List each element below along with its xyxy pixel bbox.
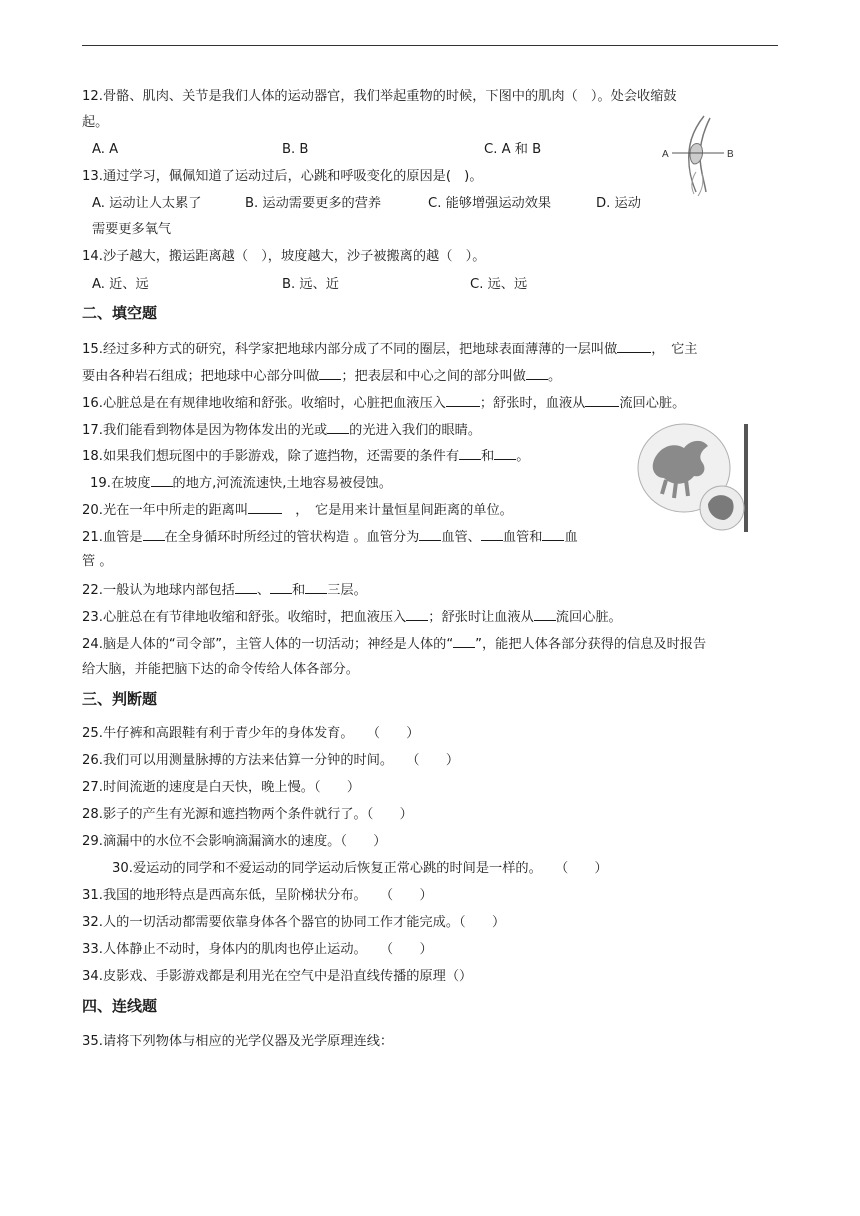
- q35-stem: 35.请将下列物体与相应的光学仪器及光学原理连线：: [82, 1034, 394, 1049]
- q17-text-b: 的光进入我们的眼睛。: [349, 423, 482, 438]
- q22-blank-3[interactable]: [305, 580, 327, 594]
- q24-text-b: ”，能把人体各部分获得的信息及时报告: [475, 637, 707, 652]
- judge-30: 30.爱运动的同学和不爱运动的同学运动后恢复正常心跳的时间是一样的。 （ ）: [112, 861, 608, 876]
- q14-option-a[interactable]: A. 近、远: [92, 277, 149, 292]
- q17-text-a: 17.我们能看到物体是因为物体发出的光或: [82, 423, 328, 438]
- q15-blank-2[interactable]: [319, 366, 341, 380]
- q19-text-b: 的地方,河流流速快,土地容易被侵蚀。: [172, 476, 392, 491]
- section-fill-blank-heading: 二、填空题: [82, 304, 158, 322]
- q13-option-d[interactable]: D. 运动: [596, 196, 641, 211]
- q24-blank-1[interactable]: [453, 634, 475, 648]
- q15-text-b: ， 它主: [651, 342, 698, 357]
- q16-blank-2[interactable]: [585, 393, 619, 407]
- q23-blank-1[interactable]: [406, 607, 428, 621]
- q15-text-c: 要由各种岩石组成；把地球中心部分叫做: [82, 369, 320, 384]
- q20-line: [82, 500, 513, 520]
- judge-34: 34.皮影戏、手影游戏都是利用光在空气中是沿直线传播的原理（）: [82, 969, 473, 984]
- q12-option-b[interactable]: B. B: [282, 142, 309, 157]
- figure-label-a: A: [662, 149, 669, 160]
- q14-option-c[interactable]: C. 远、远: [470, 277, 528, 292]
- q21-text-d: 血管和: [502, 530, 543, 545]
- q21-text-f: 管 。: [82, 554, 113, 569]
- q18-blank-2[interactable]: [494, 446, 516, 460]
- q15-blank-3[interactable]: [526, 366, 548, 380]
- q19-line: [90, 473, 392, 493]
- q18-text-b: 和: [481, 449, 495, 464]
- q24-text-a: 24.脑是人体的“司令部”，主管人体的一切活动；神经是人体的“: [82, 637, 454, 652]
- q22-line: [82, 580, 367, 600]
- q16-text-b: ；舒张时，血液从: [479, 396, 586, 411]
- q22-blank-2[interactable]: [270, 580, 292, 594]
- judge-28: 28.影子的产生有光源和遮挡物两个条件就行了。（ ）: [82, 807, 413, 822]
- q15-text-a: 15.经过多种方式的研究，科学家把地球内部分成了不同的圈层，把地球表面薄薄的一层叫做: [82, 342, 618, 357]
- q22-text-a: 22.一般认为地球内部包括: [82, 583, 235, 598]
- q23-text-a: 23.心脏总在有节律地收缩和舒张。收缩时，把血液压入: [82, 610, 407, 625]
- q18-text-c: 。: [516, 449, 530, 464]
- q18-line: [82, 446, 529, 466]
- q21-text-e: 血: [564, 530, 578, 545]
- q20-text-a: 20.光在一年中所走的距离叫: [82, 503, 249, 518]
- q13-option-d-cont: 需要更多氧气: [92, 222, 172, 237]
- q16-line: [82, 393, 685, 413]
- q16-text-c: 流回心脏。: [619, 396, 686, 411]
- q16-text-a: 16.心脏总是在有规律地收缩和舒张。收缩时，心脏把血液压入: [82, 396, 446, 411]
- q13-stem: 13.通过学习，佩佩知道了运动过后，心跳和呼吸变化的原因是( )。: [82, 169, 483, 184]
- q20-text-b: ， 它是用来计量恒星间距离的单位。: [282, 503, 513, 518]
- q21-blank-3[interactable]: [481, 527, 503, 541]
- q12-stem-line2: 起。: [82, 115, 109, 130]
- q18-text-a: 18.如果我们想玩图中的手影游戏，除了遮挡物，还需要的条件有: [82, 449, 460, 464]
- q22-blank-1[interactable]: [235, 580, 257, 594]
- q21-line1: [82, 527, 578, 547]
- section-matching-heading: 四、连线题: [82, 997, 158, 1015]
- q17-blank-1[interactable]: [327, 420, 349, 434]
- q21-blank-2[interactable]: [419, 527, 441, 541]
- judge-32: 32.人的一切活动都需要依靠身体各个器官的协同工作才能完成。（ ）: [82, 915, 506, 930]
- q15-text-e: 。: [548, 369, 562, 384]
- q13-option-b[interactable]: B. 运动需要更多的营养: [245, 196, 382, 211]
- section-judge-heading: 三、判断题: [82, 690, 158, 708]
- arm-muscle-figure: [660, 112, 742, 198]
- q23-blank-2[interactable]: [534, 607, 556, 621]
- header-rule: [82, 45, 778, 46]
- judge-33: 33.人体静止不动时，身体内的肌肉也停止运动。 （ ）: [82, 942, 433, 957]
- q24-line1: [82, 634, 706, 654]
- q22-text-c: 和: [292, 583, 306, 598]
- q24-text-c: 给大脑，并能把脑下达的命令传给人体各部分。: [82, 662, 359, 677]
- q13-option-a[interactable]: A. 运动让人太累了: [92, 196, 202, 211]
- q23-line: [82, 607, 622, 627]
- judge-27: 27.时间流逝的速度是白天快，晚上慢。（ ）: [82, 780, 361, 795]
- q14-stem: 14.沙子越大，搬运距离越（ ），坡度越大，沙子被搬离的越（ ）。: [82, 249, 486, 264]
- q19-blank-1[interactable]: [151, 473, 173, 487]
- q22-text-d: 三层。: [327, 583, 367, 598]
- q15-blank-1[interactable]: [617, 339, 651, 353]
- q15-line1: [82, 339, 697, 359]
- q15-line2: [82, 366, 561, 386]
- judge-25: 25.牛仔裤和高跟鞋有利于青少年的身体发育。 （ ）: [82, 726, 420, 741]
- q21-text-c: 血管、: [441, 530, 481, 545]
- q18-blank-1[interactable]: [459, 446, 481, 460]
- q16-blank-1[interactable]: [446, 393, 480, 407]
- q19-text-a: 19.在坡度: [90, 476, 151, 491]
- q23-text-b: ；舒张时让血液从: [428, 610, 534, 625]
- judge-29: 29.滴漏中的水位不会影响滴漏滴水的速度。（ ）: [82, 834, 387, 849]
- q20-blank-1[interactable]: [248, 500, 282, 514]
- judge-26: 26.我们可以用测量脉搏的方法来估算一分钟的时间。 （ ）: [82, 753, 460, 768]
- q21-blank-4[interactable]: [542, 527, 564, 541]
- q21-blank-1[interactable]: [143, 527, 165, 541]
- q15-text-d: ；把表层和中心之间的部分叫做: [341, 369, 526, 384]
- q21-text-b: 在全身循环时所经过的管状构造 。血管分为: [164, 530, 420, 545]
- q21-text-a: 21.血管是: [82, 530, 143, 545]
- figure-label-b: B: [727, 149, 734, 160]
- judge-31: 31.我国的地形特点是西高东低，呈阶梯状分布。 （ ）: [82, 888, 433, 903]
- hand-shadow-figure: [636, 420, 752, 534]
- q12-option-c[interactable]: C. A 和 B: [484, 142, 542, 157]
- q12-stem-line1: 12.骨骼、肌肉、关节是我们人体的运动器官，我们举起重物的时候，下图中的肌肉（ ）。处会收缩鼓: [82, 89, 677, 104]
- q23-text-c: 流回心脏。: [555, 610, 622, 625]
- q13-option-c[interactable]: C. 能够增强运动效果: [428, 196, 552, 211]
- q14-option-b[interactable]: B. 远、近: [282, 277, 339, 292]
- q12-option-a[interactable]: A. A: [92, 142, 119, 157]
- q17-line: [82, 420, 481, 440]
- q22-text-b: 、: [256, 583, 271, 598]
